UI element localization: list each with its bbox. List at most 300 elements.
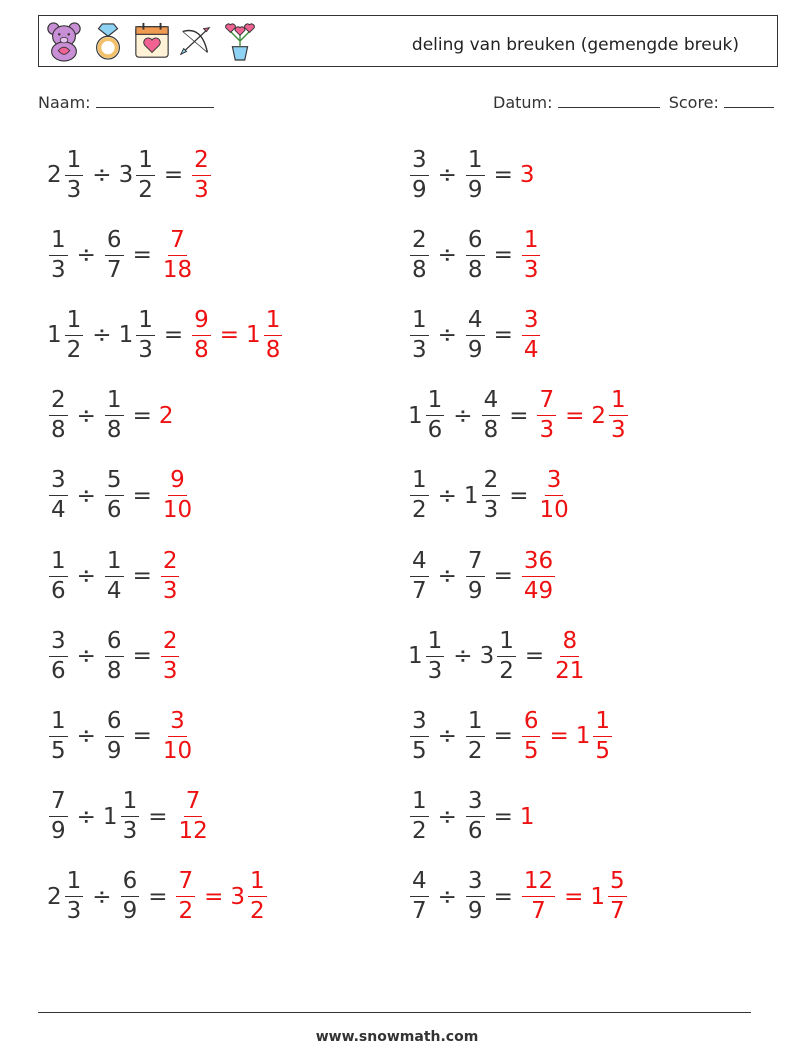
operand-b-denominator: 3: [138, 336, 153, 363]
operand-a: [408, 627, 446, 684]
operand-b-numerator: 1: [466, 149, 485, 176]
answer-mixed-numerator: 1: [264, 309, 283, 336]
worksheet-header: [38, 15, 778, 67]
answer-numerator: 12: [522, 870, 555, 897]
operand-a: [408, 870, 431, 923]
operand-b: [103, 707, 126, 764]
answer: [520, 870, 557, 923]
operand-a-denominator: 9: [412, 176, 427, 203]
answer-fraction: [522, 707, 541, 764]
answer-denominator: 3: [194, 176, 209, 203]
answer-mixed-numerator: 5: [608, 870, 627, 897]
operand-a-numerator: 3: [410, 149, 429, 176]
answer-whole: 2: [158, 402, 174, 429]
answer: [520, 547, 557, 604]
answer-mixed-denominator: 2: [250, 898, 265, 925]
answer-fraction: [522, 870, 555, 923]
answer-mixed: [590, 870, 628, 923]
operand-a: [408, 707, 431, 764]
answer-fraction: [176, 790, 209, 843]
operand-b: [103, 547, 126, 604]
answer-denominator: 10: [162, 737, 193, 764]
operand-b-denominator: 2: [499, 657, 514, 684]
operand-a-denominator: 3: [51, 256, 66, 283]
operand-a-fraction: [410, 306, 429, 363]
operand-b-numerator: 5: [105, 469, 124, 496]
operand-a: [47, 547, 70, 604]
answer-mixed-denominator: 3: [611, 417, 626, 444]
answer-numerator: 9: [192, 309, 211, 336]
operand-a-numerator: 4: [410, 550, 429, 577]
equals-sign: =: [493, 803, 513, 830]
answer-mixed-numerator: 1: [593, 710, 612, 737]
divide-sign: ÷: [92, 322, 112, 349]
answer-denominator: 18: [162, 256, 193, 283]
answer-fraction: [522, 547, 555, 604]
operand-a-denominator: 5: [51, 737, 66, 764]
operand-a-fraction: [49, 226, 68, 283]
operand-a-denominator: 9: [51, 818, 66, 845]
footer-url: www.snowmath.com: [315, 1029, 479, 1045]
equals-sign: =: [163, 322, 184, 349]
answer-denominator: 8: [194, 336, 209, 363]
divide-sign: ÷: [453, 643, 473, 670]
operand-a-numerator: 1: [426, 630, 445, 657]
operand-a-denominator: 3: [427, 657, 443, 684]
equals-sign: =: [132, 563, 152, 589]
answer-whole: 1: [519, 803, 535, 830]
divide-sign: ÷: [437, 723, 457, 750]
answer-mixed-denominator: 8: [265, 336, 281, 363]
equals-sign: =: [493, 883, 513, 910]
problem-row: [408, 787, 535, 847]
footer-divider: [38, 1012, 751, 1013]
divide-sign: ÷: [453, 402, 473, 429]
operand-a-fraction: [410, 469, 429, 522]
divide-sign: ÷: [92, 883, 112, 910]
answer-denominator: 7: [531, 898, 546, 925]
answer-mixed: [575, 707, 614, 764]
operand-a: [408, 547, 431, 604]
operand-b-denominator: 6: [106, 497, 122, 524]
operand-b-fraction: [497, 627, 516, 684]
operand-a-denominator: 2: [412, 497, 427, 524]
problem-row: [408, 867, 629, 927]
answer: [174, 870, 197, 923]
operand-b-denominator: 3: [122, 818, 138, 845]
operand-a: [408, 389, 446, 442]
operand-b-fraction: [466, 707, 485, 764]
answer-mixed-whole: 1: [246, 322, 261, 349]
answer-mixed-denominator: 7: [610, 898, 625, 925]
equals-sign: =: [524, 643, 545, 670]
operand-b-numerator: 3: [466, 790, 485, 817]
operand-a-fraction: [49, 547, 68, 604]
operand-a-numerator: 1: [49, 710, 68, 737]
operand-b-fraction: [105, 707, 124, 764]
equals-sign: =: [509, 482, 529, 509]
operand-a-numerator: 3: [49, 630, 68, 657]
divide-sign: ÷: [437, 803, 457, 830]
answer-numerator: 3: [168, 710, 187, 737]
date-blank: [558, 93, 660, 108]
answer-numerator: 3: [545, 469, 564, 496]
operand-b-denominator: 9: [467, 898, 483, 925]
operand-a: [47, 306, 85, 363]
answer-denominator: 49: [523, 577, 554, 604]
operand-b-numerator: 6: [105, 630, 124, 657]
divide-sign: ÷: [76, 803, 96, 830]
operand-b-numerator: 1: [105, 550, 124, 577]
divide-sign: ÷: [76, 563, 96, 589]
operand-a-fraction: [410, 870, 429, 923]
operand-a: [408, 146, 431, 203]
answer-mixed: [246, 306, 284, 363]
answer-numerator: 6: [522, 710, 541, 737]
operand-b-fraction: [136, 306, 155, 363]
answer-equals-sign: =: [564, 883, 584, 910]
operand-b-numerator: 1: [466, 710, 485, 737]
problem-row: [47, 145, 213, 205]
operand-b-fraction: [121, 790, 140, 843]
operand-a: [408, 790, 431, 843]
answer: [159, 226, 196, 283]
operand-a-denominator: 3: [412, 336, 427, 363]
name-blank: [96, 93, 214, 108]
operand-a-denominator: 4: [51, 497, 66, 524]
answer-numerator: 7: [184, 790, 203, 817]
answer: [520, 226, 543, 283]
operand-b-denominator: 8: [483, 417, 499, 444]
operand-a-fraction: [410, 547, 429, 604]
operand-a: [408, 226, 431, 283]
problem-row: [47, 225, 196, 285]
operand-a-denominator: 8: [412, 256, 427, 283]
worksheet-title: deling van breuken (gemengde breuk): [411, 35, 739, 55]
operand-b-fraction: [105, 547, 124, 604]
operand-b-fraction: [466, 790, 485, 843]
answer-denominator: 5: [523, 737, 539, 764]
equals-sign: =: [493, 242, 513, 269]
problem-row: [47, 867, 269, 927]
operand-a-denominator: 8: [51, 417, 66, 444]
equals-sign: =: [132, 402, 152, 429]
operand-b: [103, 389, 126, 442]
operand-a-fraction: [410, 707, 429, 764]
answer: [159, 403, 175, 429]
operand-b-fraction: [466, 226, 485, 283]
answer-numerator: 7: [176, 870, 195, 897]
answer: [159, 469, 196, 522]
answer-mixed-fraction: [609, 389, 628, 442]
date-score-fields: [493, 93, 774, 112]
operand-a: [47, 389, 70, 442]
answer-equals-sign: =: [204, 883, 224, 910]
operand-a: [47, 870, 85, 923]
answer-denominator: 2: [178, 898, 194, 925]
operand-a-numerator: 1: [65, 870, 84, 897]
answer-denominator: 10: [162, 497, 193, 524]
operand-b-denominator: 9: [106, 737, 122, 764]
answer-mixed: [230, 870, 268, 923]
operand-b-denominator: 9: [122, 898, 138, 925]
answer: [520, 707, 543, 764]
operand-a-fraction: [65, 870, 84, 923]
operand-b-denominator: 6: [467, 818, 483, 845]
answer-equals-sign: =: [565, 402, 585, 429]
operand-b-numerator: 7: [466, 550, 485, 577]
answer-numerator: 7: [168, 229, 187, 256]
operand-b: [118, 306, 157, 363]
problem-row: [408, 145, 535, 205]
answer: [190, 306, 213, 363]
operand-b-whole: 3: [479, 643, 495, 670]
operand-a: [408, 306, 431, 363]
operand-b-denominator: 7: [106, 256, 122, 283]
operand-a-fraction: [49, 469, 68, 522]
operand-b-fraction: [105, 627, 124, 684]
answer-fraction: [192, 146, 211, 203]
bow-arrow-icon: [177, 20, 215, 62]
operand-b: [464, 146, 487, 203]
answer-mixed-whole: 2: [591, 402, 607, 429]
problem-row: [47, 386, 174, 446]
operand-b-fraction: [136, 146, 155, 203]
answer-mixed-numerator: 1: [248, 870, 267, 897]
answer-denominator: 10: [539, 497, 569, 524]
operand-a-fraction: [426, 627, 445, 684]
name-field: [38, 93, 214, 112]
operand-a-denominator: 6: [51, 577, 66, 604]
problem-row: [47, 546, 181, 606]
operand-b: [464, 226, 487, 283]
answer-denominator: 21: [555, 657, 585, 684]
operand-b-numerator: 6: [105, 229, 124, 256]
heart-flowers-icon: [221, 20, 259, 62]
operand-b-fraction: [482, 469, 501, 522]
operand-a-numerator: 2: [410, 229, 429, 256]
score-blank: [724, 93, 774, 108]
operand-b: [464, 790, 487, 843]
operand-a-numerator: 3: [49, 469, 68, 496]
operand-a: [47, 146, 85, 203]
operand-b-denominator: 8: [106, 417, 122, 444]
operand-b-denominator: 2: [138, 176, 153, 203]
answer-numerator: 36: [522, 550, 555, 577]
answer-mixed-fraction: [593, 707, 612, 764]
answer-numerator: 9: [168, 469, 187, 496]
operand-b-numerator: 1: [497, 630, 516, 657]
answer-equals-sign: =: [549, 723, 569, 750]
operand-b: [464, 870, 487, 923]
problem-row: [408, 225, 542, 285]
equals-sign: =: [493, 162, 513, 188]
operand-b-whole: 1: [118, 322, 134, 349]
divide-sign: ÷: [437, 322, 457, 349]
operand-a-numerator: 1: [410, 790, 429, 817]
answer: [174, 790, 211, 843]
operand-a-fraction: [426, 389, 445, 442]
operand-a-numerator: 1: [426, 389, 445, 416]
operand-a-numerator: 1: [410, 469, 429, 496]
operand-b-denominator: 4: [106, 577, 122, 604]
answer-fraction: [537, 389, 556, 442]
answer: [535, 469, 572, 522]
operand-a-denominator: 3: [66, 176, 82, 203]
answer: [520, 306, 543, 363]
divide-sign: ÷: [76, 723, 96, 750]
divide-sign: ÷: [437, 883, 457, 910]
problem-row: [47, 305, 284, 365]
operand-b-whole: 3: [118, 162, 134, 188]
problem-row: [408, 305, 542, 365]
operand-b-fraction: [466, 870, 485, 923]
operand-b: [480, 389, 503, 442]
answer-mixed-fraction: [264, 306, 283, 363]
operand-b-denominator: 9: [467, 336, 483, 363]
operand-a-whole: 2: [47, 883, 62, 910]
divide-sign: ÷: [76, 402, 96, 429]
operand-b: [464, 707, 487, 764]
operand-b-whole: 1: [102, 803, 118, 830]
operand-a-fraction: [410, 790, 429, 843]
operand-b-fraction: [105, 226, 124, 283]
equals-sign: =: [163, 162, 184, 188]
equals-sign: =: [132, 723, 152, 750]
operand-a: [47, 790, 70, 843]
problem-row: [408, 626, 588, 686]
answer-fraction: [192, 306, 211, 363]
answer: [520, 162, 536, 188]
problem-row: [47, 626, 181, 686]
operand-b: [119, 870, 142, 923]
equals-sign: =: [148, 803, 168, 830]
operand-a-numerator: 4: [410, 870, 429, 897]
answer-denominator: 3: [539, 417, 555, 444]
divide-sign: ÷: [76, 482, 96, 509]
answer: [551, 627, 588, 684]
operand-b-denominator: 3: [483, 497, 499, 524]
answer: [159, 547, 182, 604]
operand-b-denominator: 9: [467, 577, 483, 604]
operand-a-fraction: [410, 226, 429, 283]
operand-a-numerator: 1: [65, 309, 84, 336]
operand-b-numerator: 6: [105, 710, 124, 737]
operand-b: [464, 547, 487, 604]
problem-row: [47, 466, 196, 526]
answer-numerator: 8: [560, 630, 579, 657]
operand-b-numerator: 1: [121, 790, 140, 817]
equals-sign: =: [132, 643, 152, 670]
operand-a-fraction: [65, 306, 84, 363]
answer-fraction: [522, 226, 541, 283]
answer: [535, 389, 558, 442]
answer-fraction: [161, 627, 180, 684]
operand-b-numerator: 4: [466, 309, 485, 336]
problem-row: [408, 386, 630, 446]
operand-b: [103, 226, 126, 283]
operand-a-fraction: [65, 146, 84, 203]
operand-a: [47, 226, 70, 283]
operand-a-whole: 2: [47, 162, 62, 188]
date-label: Datum:: [493, 93, 553, 112]
answer-denominator: 12: [178, 818, 208, 845]
operand-a-numerator: 1: [49, 229, 68, 256]
operand-b: [118, 146, 157, 203]
operand-b-fraction: [105, 389, 124, 442]
name-label: Naam:: [38, 93, 91, 112]
answer-mixed-whole: 1: [590, 883, 606, 910]
answer-fraction: [553, 627, 586, 684]
operand-b-fraction: [482, 389, 501, 442]
answer-numerator: 7: [537, 389, 556, 416]
operand-b: [103, 627, 126, 684]
operand-b-numerator: 1: [136, 149, 155, 176]
answer-denominator: 3: [162, 657, 178, 684]
answer-denominator: 4: [523, 336, 539, 363]
answer-fraction: [522, 306, 541, 363]
operand-a: [47, 469, 70, 522]
operand-a-denominator: 3: [66, 898, 82, 925]
operand-b: [464, 306, 487, 363]
ring-icon: [89, 20, 127, 62]
operand-a-numerator: 1: [410, 309, 429, 336]
equals-sign: =: [509, 402, 529, 429]
operand-b-numerator: 6: [121, 870, 140, 897]
calendar-heart-icon: [133, 20, 171, 62]
operand-a-numerator: 1: [49, 550, 68, 577]
icon-strip: [45, 20, 259, 62]
operand-b-numerator: 6: [466, 229, 485, 256]
answer-numerator: 2: [192, 149, 211, 176]
problem-row: [47, 706, 196, 766]
operand-b-numerator: 1: [136, 309, 155, 336]
answer: [190, 146, 213, 203]
answer-numerator: 3: [522, 309, 541, 336]
answer-fraction: [161, 226, 194, 283]
operand-a-numerator: 7: [49, 790, 68, 817]
operand-a-numerator: 1: [65, 149, 84, 176]
operand-a: [47, 707, 70, 764]
operand-a-denominator: 2: [412, 818, 427, 845]
operand-b-numerator: 1: [105, 389, 124, 416]
operand-a-fraction: [49, 627, 68, 684]
answer-mixed: [591, 389, 629, 442]
operand-a-denominator: 5: [412, 737, 427, 764]
operand-a: [408, 469, 431, 522]
answer-numerator: 1: [522, 229, 541, 256]
score-label: Score:: [668, 93, 719, 112]
divide-sign: ÷: [76, 242, 96, 269]
answer-fraction: [161, 547, 180, 604]
equals-sign: =: [493, 322, 513, 349]
answer-mixed-numerator: 1: [609, 389, 628, 416]
operand-b: [479, 627, 518, 684]
operand-b-denominator: 9: [467, 176, 483, 203]
problem-row: [408, 546, 557, 606]
problem-row: [47, 787, 212, 847]
operand-a-denominator: 2: [66, 336, 82, 363]
operand-b: [464, 469, 502, 522]
operand-a-fraction: [49, 790, 68, 843]
operand-a-fraction: [49, 389, 68, 442]
operand-a-denominator: 7: [412, 898, 427, 925]
answer-fraction: [537, 469, 570, 522]
divide-sign: ÷: [437, 242, 457, 269]
operand-b: [103, 469, 126, 522]
operand-a-denominator: 6: [427, 417, 443, 444]
equals-sign: =: [148, 883, 168, 910]
